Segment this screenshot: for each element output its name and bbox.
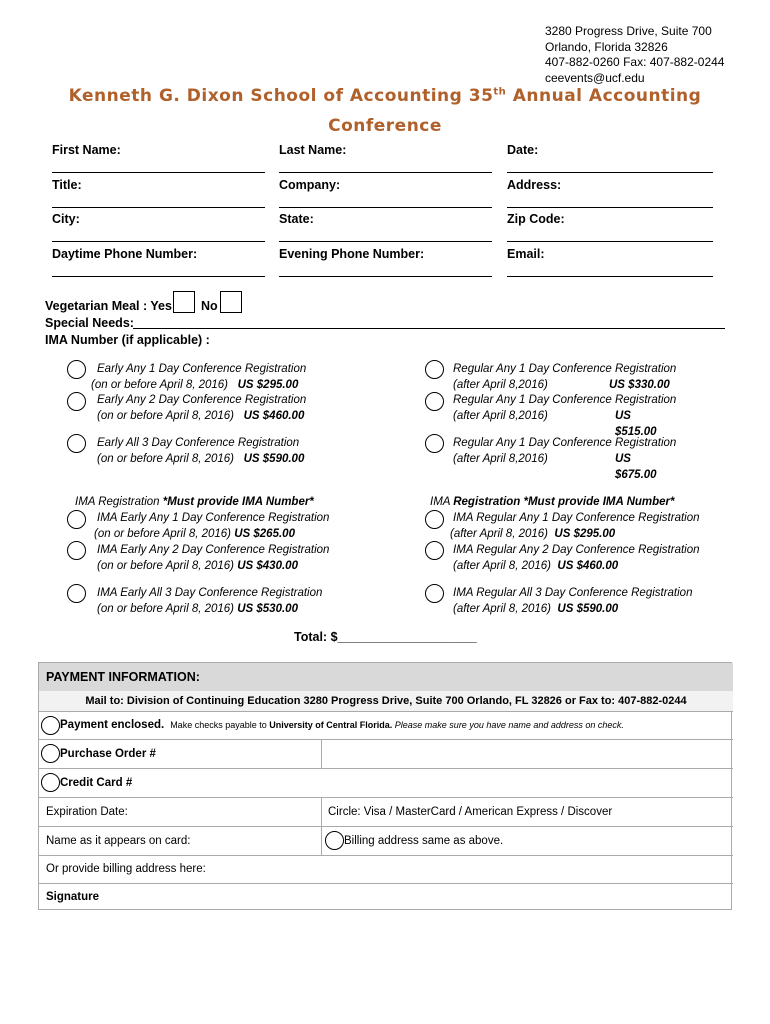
- reg3-radio[interactable]: [425, 434, 444, 453]
- veg-yes-checkbox[interactable]: [173, 291, 195, 313]
- last-name-label: Last Name:: [279, 143, 347, 157]
- address-email: ceevents@ucf.edu: [545, 70, 645, 85]
- expiration-label: Expiration Date:: [46, 805, 128, 818]
- ima-early1-line2: (on or before April 8, 2016): [94, 527, 232, 540]
- purchase-order-input[interactable]: [321, 739, 733, 768]
- address-field[interactable]: [507, 207, 713, 208]
- ima-reg3-option: [453, 586, 692, 618]
- credit-card-row: [39, 768, 733, 798]
- title-part2: Annual Accounting: [506, 86, 702, 106]
- reg1-radio[interactable]: [425, 360, 444, 379]
- early1-option: [91, 362, 307, 394]
- email-field[interactable]: [507, 276, 713, 277]
- reg1-line1: Regular Any 1 Day Conference Registration: [453, 363, 677, 375]
- mail-to-row: [39, 691, 733, 712]
- payment-enclosed-radio[interactable]: [41, 716, 60, 735]
- signature-label[interactable]: Signature: [46, 890, 100, 903]
- ima-early2-line1: IMA Early Any 2 Day Conference Registration: [97, 544, 330, 556]
- ima-early1-radio[interactable]: [67, 510, 86, 529]
- reg3-line2: (after April 8,2016): [453, 452, 548, 465]
- ima-early1-price: US $265.00: [234, 527, 295, 540]
- ima-early3-price: US $530.00: [237, 602, 298, 615]
- payment-enclosed-label: Payment enclosed.: [60, 719, 165, 731]
- ima-reg2-radio[interactable]: [425, 541, 444, 560]
- ima-reg2-line2: (after April 8, 2016): [453, 559, 552, 572]
- name-on-card-label: Name as it appears on card:: [46, 834, 191, 847]
- purchase-order-radio[interactable]: [41, 744, 60, 763]
- name-on-card-row: [39, 826, 733, 856]
- reg3-line1: Regular Any 1 Day Conference Registration: [453, 437, 677, 449]
- ima-reg1-radio[interactable]: [425, 510, 444, 529]
- billing-other-row: [39, 855, 733, 884]
- ima-early2-price: US $430.00: [237, 559, 298, 572]
- payment-enclosed-note: [170, 720, 624, 730]
- page-title-line2: Conference: [328, 116, 442, 136]
- ima-reg3-radio[interactable]: [425, 584, 444, 603]
- ima-reg1-price: US $295.00: [554, 527, 616, 540]
- date-field[interactable]: [507, 172, 713, 173]
- payment-header-row: [39, 663, 733, 692]
- purchase-order-row: [39, 739, 733, 769]
- ima-header-right-b: Registration *Must provide IMA Number*: [453, 496, 675, 508]
- address-line2: Orlando, Florida 32826: [545, 39, 668, 54]
- ima-reg3-line1: IMA Regular All 3 Day Conference Registration: [453, 587, 693, 599]
- mail-to-text: Mail to: Division of Continuing Education 3280 Progress Drive, Suite 700 Orlando, FL 32826 or Fax to: 407-882-0244: [85, 695, 687, 707]
- signature-row: [39, 883, 733, 910]
- early1-price: US $295.00: [237, 378, 299, 391]
- ima-reg2-option: [453, 543, 700, 575]
- reg1-line2: (after April 8,2016): [453, 378, 548, 391]
- zip-field[interactable]: [507, 241, 713, 242]
- ima-header-left-b: *Must provide IMA Number*: [162, 496, 314, 508]
- eve-phone-label: Evening Phone Number:: [279, 247, 425, 261]
- enclosed-note-2: University of Central Florida.: [269, 720, 393, 730]
- reg2-option: [453, 393, 677, 438]
- early2-option: [97, 393, 306, 425]
- reg2-line2: (after April 8,2016): [453, 409, 548, 422]
- reg2-radio[interactable]: [425, 392, 444, 411]
- last-name-field[interactable]: [279, 172, 492, 173]
- payment-header: PAYMENT INFORMATION:: [46, 670, 200, 684]
- title-sup: th: [493, 86, 507, 98]
- first-name-label: First Name:: [52, 143, 121, 157]
- card-type-text: Circle: Visa / MasterCard / American Express / Discover: [321, 797, 733, 826]
- ima-early1-line1: IMA Early Any 1 Day Conference Registration: [97, 512, 330, 524]
- special-needs-field[interactable]: [133, 328, 725, 329]
- credit-card-label: Credit Card #: [60, 776, 133, 789]
- city-field[interactable]: [52, 241, 265, 242]
- total-field[interactable]: Total: $____________________: [294, 630, 477, 644]
- ima-early3-line2: (on or before April 8, 2016): [97, 602, 235, 615]
- ima-early3-radio[interactable]: [67, 584, 86, 603]
- early3-line2: (on or before April 8, 2016): [97, 452, 235, 465]
- email-label: Email:: [507, 247, 545, 261]
- ima-reg1-option: [450, 511, 700, 543]
- ima-early2-option: [97, 543, 329, 575]
- early3-option: [97, 436, 304, 468]
- veg-no-label: No: [201, 299, 218, 313]
- ima-reg1-line1: IMA Regular Any 1 Day Conference Registration: [453, 512, 700, 524]
- early2-line2: (on or before April 8, 2016): [97, 409, 235, 422]
- early3-price: US $590.00: [243, 452, 305, 465]
- state-label: State:: [279, 212, 314, 226]
- city-label: City:: [52, 212, 80, 226]
- veg-no-checkbox[interactable]: [220, 291, 242, 313]
- state-field[interactable]: [279, 241, 492, 242]
- address-line1: 3280 Progress Drive, Suite 700: [545, 24, 712, 38]
- expiration-row: [39, 797, 733, 827]
- ima-reg2-line1: IMA Regular Any 2 Day Conference Registration: [453, 544, 700, 556]
- company-label: Company:: [279, 178, 341, 192]
- title-part1: Kenneth G. Dixon School of Accounting 35: [68, 86, 494, 106]
- zip-label: Zip Code:: [507, 212, 565, 226]
- eve-phone-field[interactable]: [279, 276, 492, 277]
- early2-radio[interactable]: [67, 392, 86, 411]
- page-title: [0, 86, 770, 106]
- billing-other-label[interactable]: Or provide billing address here:: [46, 863, 206, 875]
- reg1-price: US $330.00: [609, 378, 670, 391]
- title-field[interactable]: [52, 207, 265, 208]
- veg-meal-label: Vegetarian Meal : Yes: [45, 299, 172, 313]
- reg3-option: [453, 436, 677, 481]
- ima-number-label: IMA Number (if applicable) :: [45, 333, 210, 347]
- reg3-price: US $675.00: [615, 452, 657, 481]
- early3-radio[interactable]: [67, 434, 86, 453]
- ima-early2-radio[interactable]: [67, 541, 86, 560]
- title-label: Title:: [52, 178, 82, 192]
- payment-enclosed-row: [39, 711, 733, 740]
- early1-line1: Early Any 1 Day Conference Registration: [97, 363, 307, 375]
- address-label: Address:: [507, 178, 562, 192]
- ima-early3-option: [97, 586, 322, 618]
- special-needs-label: Special Needs:: [45, 316, 134, 330]
- ima-reg3-price: US $590.00: [557, 602, 619, 615]
- ima-early2-line2: (on or before April 8, 2016): [97, 559, 235, 572]
- date-label: Date:: [507, 143, 539, 157]
- billing-same-label: Billing address same as above.: [344, 834, 504, 847]
- credit-card-radio[interactable]: [41, 773, 60, 792]
- early2-line1: Early Any 2 Day Conference Registration: [97, 394, 307, 406]
- enclosed-note-3: Please make sure you have name and address on check.: [392, 720, 624, 730]
- ima-reg2-price: US $460.00: [557, 559, 619, 572]
- early2-price: US $460.00: [243, 409, 305, 422]
- ima-early1-option: [94, 511, 330, 543]
- billing-same-radio[interactable]: [325, 831, 344, 850]
- payment-section: [38, 662, 732, 910]
- day-phone-field[interactable]: [52, 276, 265, 277]
- reg2-price: US $515.00: [615, 409, 657, 438]
- contact-address: [545, 24, 724, 86]
- company-field[interactable]: [279, 207, 492, 208]
- early3-line1: Early All 3 Day Conference Registration: [97, 437, 300, 449]
- day-phone-label: Daytime Phone Number:: [52, 247, 198, 261]
- enclosed-note-1: Make checks payable to: [170, 720, 270, 730]
- reg2-line1: Regular Any 1 Day Conference Registration: [453, 394, 677, 406]
- reg1-option: [453, 362, 676, 394]
- first-name-field[interactable]: [52, 172, 265, 173]
- ima-header-right: [430, 495, 675, 511]
- ima-early3-line1: IMA Early All 3 Day Conference Registration: [97, 587, 323, 599]
- ima-header-left-a: IMA Registration: [75, 496, 163, 508]
- address-line3: 407-882-0260 Fax: 407-882-0244: [545, 55, 725, 69]
- ima-header-right-a: IMA: [430, 496, 454, 508]
- ima-reg3-line2: (after April 8, 2016): [453, 602, 552, 615]
- early1-radio[interactable]: [67, 360, 86, 379]
- ima-header-left: [75, 495, 314, 511]
- purchase-order-label: Purchase Order #: [60, 747, 156, 760]
- ima-reg1-line2: (after April 8, 2016): [450, 527, 549, 540]
- early1-line2: (on or before April 8, 2016): [91, 378, 229, 391]
